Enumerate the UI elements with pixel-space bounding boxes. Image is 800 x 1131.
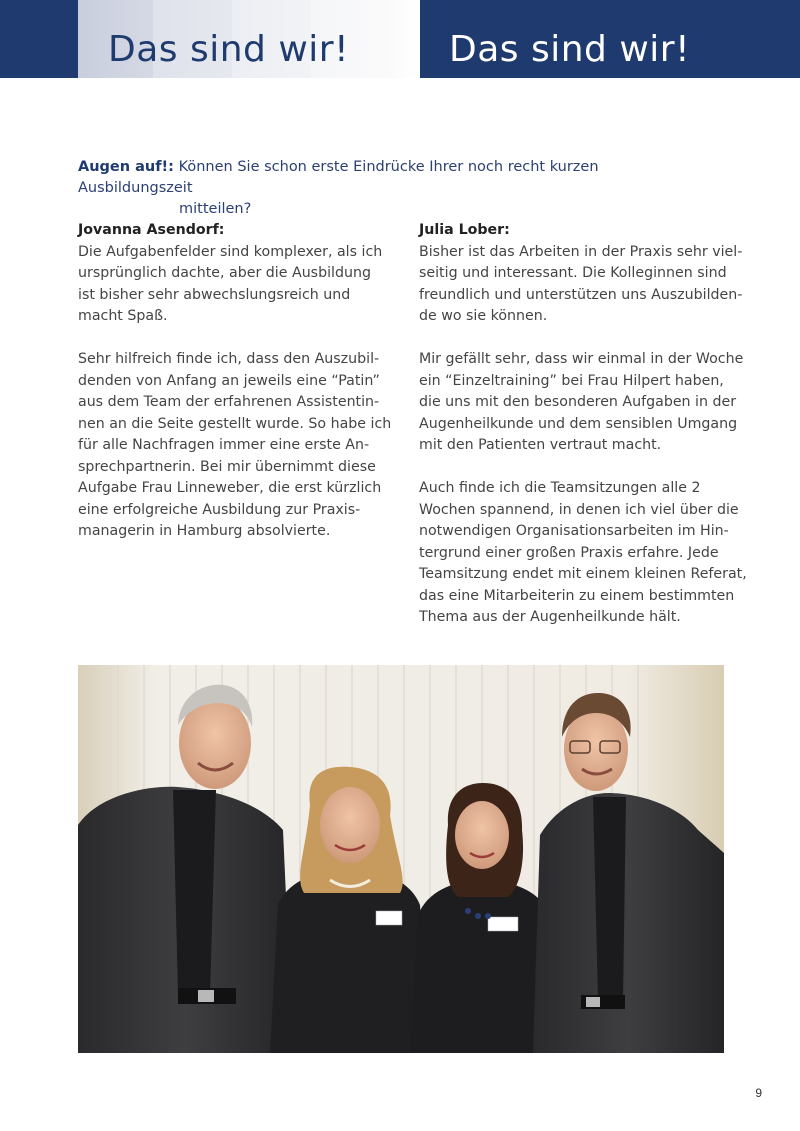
text-line: ist bisher sehr abwechslungsreich und	[78, 286, 351, 303]
text-line: aus dem Team der erfahrenen Assistentin-	[78, 394, 380, 410]
text-line: Augenheilkunde und dem sensiblen Umgang	[419, 415, 738, 432]
text-line: tergrund einer großen Praxis erfahre. Jede	[419, 544, 719, 561]
text-line: ein “Einzeltraining” bei Frau Hilpert haben,	[419, 372, 724, 389]
text-line: seitig und interessant. Die Kolleginnen sind	[419, 265, 727, 281]
text-line: macht Spaß.	[78, 308, 168, 324]
header-left-bar	[0, 0, 78, 78]
text-line: Auch finde ich die Teamsitzungen alle 2	[419, 480, 701, 496]
question-line-1	[78, 157, 698, 199]
answer-paragraph	[78, 349, 398, 543]
header-title-left: Das sind wir!	[108, 29, 350, 70]
team-photo-illustration	[78, 665, 724, 1053]
interview-question	[78, 157, 698, 220]
answer-column-left	[78, 220, 398, 564]
text-line: für alle Nachfragen immer eine erste An-	[78, 437, 370, 453]
text-line: nen an die Seite gestellt wurde. So habe ich	[78, 415, 392, 432]
text-line: eine erfolgreiche Ausbildung zur Praxis-	[78, 501, 361, 518]
text-line: de wo sie können.	[419, 308, 548, 324]
text-line: Bisher ist das Arbeiten in der Praxis sehr viel-	[419, 243, 743, 260]
text-line: Thema aus der Augenheilkunde hält.	[419, 609, 681, 625]
question-label: Augen auf!:	[78, 159, 174, 175]
text-line: freundlich und unterstützen uns Auszubilden-	[419, 286, 743, 303]
question-text-line-1: Können Sie schon erste Eindrücke Ihrer noch recht kurzen Ausbildungszeit	[78, 159, 599, 196]
answer-name-julia: Julia Lober:	[419, 222, 510, 238]
answer-name-jovanna: Jovanna Asendorf:	[78, 222, 225, 238]
header-title-right: Das sind wir!	[449, 29, 691, 70]
text-line: das eine Mitarbeiterin zu einem bestimmten	[419, 587, 735, 604]
text-line: ursprünglich dachte, aber die Ausbildung	[78, 265, 371, 281]
text-line: Die Aufgabenfelder sind komplexer, als ich	[78, 243, 383, 260]
text-line: Mir gefällt sehr, dass wir einmal in der Woche	[419, 351, 744, 367]
answer-paragraph	[78, 242, 398, 328]
text-line: Wochen spannend, in denen ich viel über die	[419, 501, 739, 518]
text-line: Aufgabe Frau Linneweber, die erst kürzlich	[78, 480, 382, 496]
header-band	[0, 0, 800, 78]
question-text-line-2: mitteilen?	[179, 201, 252, 217]
answer-column-right	[419, 220, 747, 650]
text-line: Teamsitzung endet mit einem kleinen Referat,	[419, 566, 747, 582]
text-line: die uns mit den besonderen Aufgaben in der	[419, 394, 737, 410]
text-line: notwendigen Organisationsarbeiten im Hin-	[419, 523, 729, 539]
text-line: Sehr hilfreich finde ich, dass den Auszubil-	[78, 351, 380, 367]
answer-paragraph	[419, 478, 747, 629]
text-line: sprechpartnerin. Bei mir übernimmt diese	[78, 458, 376, 475]
team-photo	[78, 665, 724, 1053]
page-number: 9	[755, 1086, 762, 1100]
text-line: managerin in Hamburg absolvierte.	[78, 523, 331, 539]
text-line: denden von Anfang an jeweils eine “Patin”	[78, 372, 380, 389]
text-line: mit den Patienten vertraut macht.	[419, 437, 662, 453]
answer-paragraph	[419, 349, 744, 457]
answer-paragraph	[419, 242, 743, 328]
